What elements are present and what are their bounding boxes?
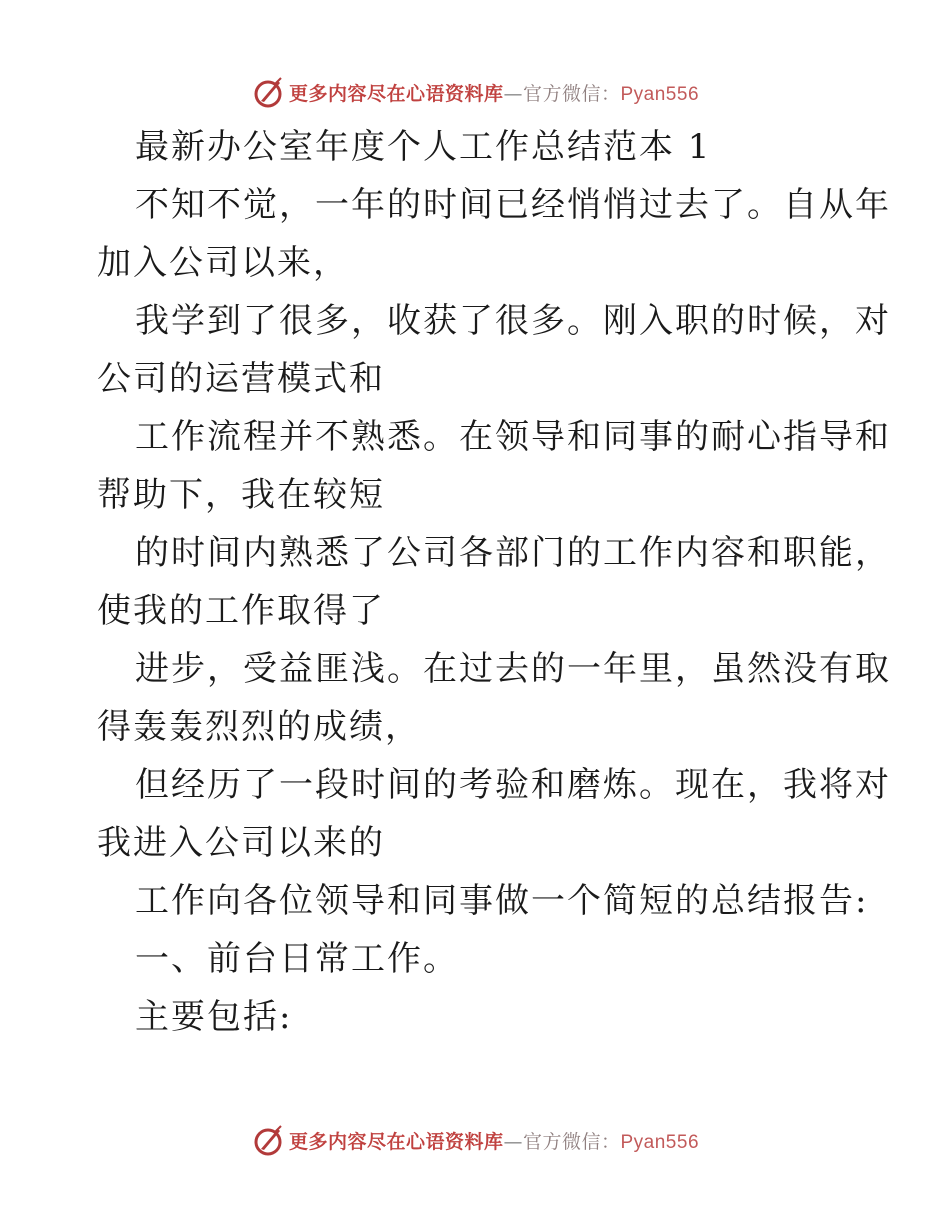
footer-banner-text (289, 1127, 699, 1154)
footer-banner-wechat-label: 官方微信： (522, 1130, 621, 1153)
header-banner-text (289, 79, 699, 106)
quill-logo-icon (251, 75, 285, 109)
header-banner-main: 更多内容尽在心语资料库 (288, 82, 504, 105)
header-banner (0, 72, 950, 112)
paragraph-line: 主要包括: (135, 997, 293, 1037)
footer-banner-main: 更多内容尽在心语资料库 (288, 1130, 504, 1153)
quill-logo-icon (251, 1123, 285, 1157)
footer-banner (0, 1120, 950, 1160)
paragraph-line: 工作流程并不熟悉。在领导和同事的耐心指导和 (135, 417, 891, 457)
paragraph-line: 的时间内熟悉了公司各部门的工作内容和职能， (135, 533, 891, 573)
paragraph-line: 得轰轰烈烈的成绩， (97, 707, 421, 747)
section-heading: 一、前台日常工作。 (135, 939, 459, 979)
paragraph-line: 不知不觉，一年的时间已经悄悄过去了。自从年 (135, 185, 891, 225)
paragraph-line: 但经历了一段时间的考验和磨炼。现在，我将对 (135, 765, 891, 805)
document-title: 最新办公室年度个人工作总结范本 1 (135, 127, 712, 167)
header-banner-wechat-label: 官方微信： (522, 82, 621, 105)
paragraph-line: 工作向各位领导和同事做一个简短的总结报告: (135, 881, 869, 921)
paragraph-line: 帮助下，我在较短 (97, 475, 385, 515)
footer-banner-separator: — (503, 1130, 523, 1153)
paragraph-line: 我进入公司以来的 (97, 823, 385, 863)
header-banner-wechat-id: Pyan556 (620, 83, 700, 105)
paragraph-line: 进步，受益匪浅。在过去的一年里，虽然没有取 (135, 649, 891, 689)
paragraph-line: 使我的工作取得了 (97, 591, 385, 631)
document-body (97, 118, 891, 1046)
header-banner-separator: — (503, 82, 523, 105)
paragraph-line: 公司的运营模式和 (97, 359, 385, 399)
paragraph-line: 加入公司以来， (97, 243, 349, 283)
footer-banner-wechat-id: Pyan556 (620, 1131, 700, 1153)
paragraph-line: 我学到了很多，收获了很多。刚入职的时候，对 (135, 301, 891, 341)
